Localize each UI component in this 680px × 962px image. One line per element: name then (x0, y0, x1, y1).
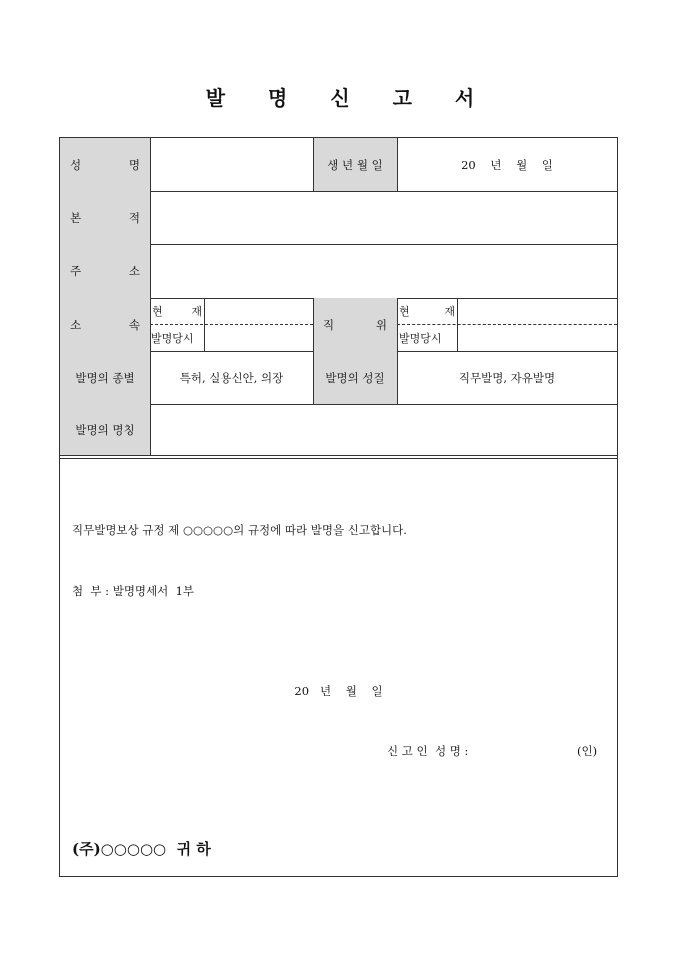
origin-label-a: 본 (70, 210, 82, 225)
nature-label-text: 발명의 성질 (325, 370, 385, 385)
position-label (313, 298, 397, 351)
invention-name-field[interactable] (150, 404, 617, 455)
affiliation-label-b: 속 (128, 317, 140, 332)
birth-label (313, 138, 397, 191)
type-field[interactable] (150, 351, 313, 404)
address-label (60, 244, 150, 298)
invention-name-label-text: 발명의 명칭 (75, 422, 135, 437)
birth-label-text: 생 년 월 일 (327, 157, 383, 172)
affiliation-label-a: 소 (70, 317, 82, 332)
recipient: (주)○○○○○ 귀 하 (72, 840, 211, 858)
declaration-text: 직무발명보상 규정 제 ○○○○○의 규정에 따라 발명을 신고합니다. (72, 523, 407, 537)
position-current-field[interactable] (457, 298, 617, 324)
report-date: 20 년 월 일 (294, 684, 383, 698)
type-value: 특허, 실용신안, 의장 (179, 370, 284, 385)
position-current-b: 재 (444, 305, 455, 318)
address-label-a: 주 (70, 264, 82, 278)
origin-label (60, 191, 150, 244)
affiliation-current-field[interactable] (204, 298, 313, 324)
name-label-a: 성 (70, 157, 82, 172)
origin-field[interactable] (150, 191, 617, 244)
affiliation-at-invention-field[interactable] (204, 325, 313, 351)
position-at-invention-label (397, 325, 457, 351)
position-current-a: 현 (399, 305, 410, 318)
origin-label-b: 적 (128, 210, 140, 225)
position-label-a: 직 (323, 317, 335, 332)
affiliation-current-a: 현 (152, 305, 163, 318)
position-current-label (397, 298, 457, 324)
type-label (60, 351, 150, 404)
seal-mark: (인) (577, 744, 598, 758)
invention-name-label (60, 404, 150, 455)
nature-value: 직무발명, 자유발명 (458, 370, 556, 385)
type-label-text: 발명의 종별 (75, 370, 135, 385)
name-label (60, 138, 150, 191)
affiliation-at-invention-label (150, 325, 204, 351)
invention-report-form (59, 137, 618, 877)
name-field[interactable] (150, 138, 313, 191)
nature-field[interactable] (397, 351, 617, 404)
position-label-b: 위 (375, 317, 387, 332)
attachment-text: 첨 부 : 발명명세서 1부 (72, 584, 194, 598)
address-label-b: 소 (128, 264, 140, 278)
affiliation-label (60, 298, 150, 351)
address-field[interactable] (150, 244, 617, 298)
position-at-invention-field[interactable] (457, 325, 617, 351)
affiliation-current-b: 재 (191, 305, 202, 318)
affiliation-at-invention-text: 발명당시 (151, 332, 194, 345)
affiliation-current-label (150, 298, 204, 324)
birth-value: 20 년 월 일 (461, 157, 553, 172)
signer-label: 신 고 인 성 명 : (387, 744, 469, 758)
position-at-invention-text: 발명당시 (399, 332, 442, 345)
name-label-b: 명 (128, 157, 140, 172)
form-title: 발 명 신 고 서 (205, 86, 493, 110)
birth-field[interactable] (397, 138, 617, 191)
nature-label (313, 351, 397, 404)
